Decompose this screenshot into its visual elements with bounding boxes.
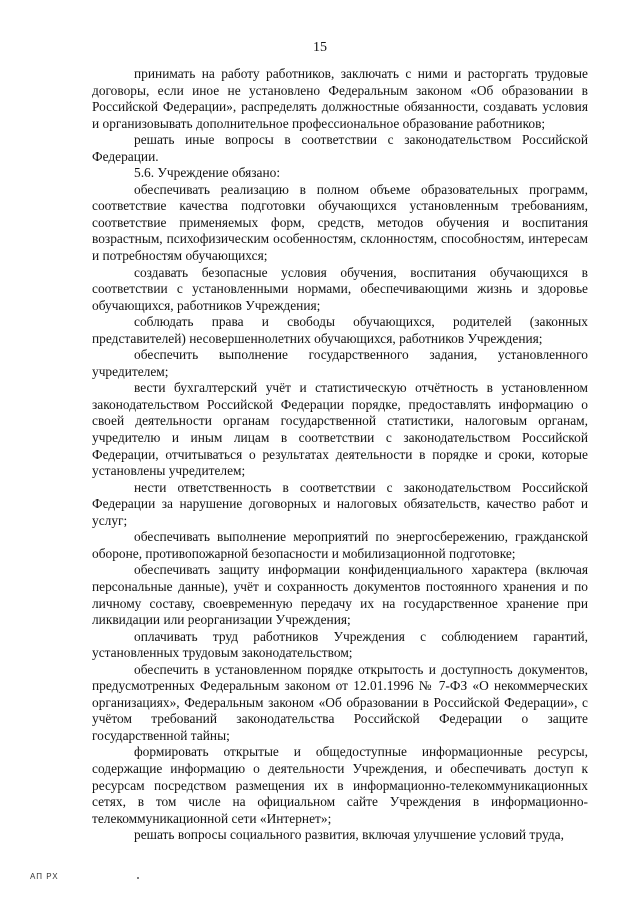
- paragraph-state-assignment: обеспечить выполнение государственного задания, установленного учредителем;: [92, 347, 588, 379]
- paragraph-document-openness: обеспечить в установленном порядке открытость и доступность документов, предусмотренных Федеральным законом от 12.01.1996 № 7-ФЗ «О некоммерческих организациях», Федеральным законом «Об образовании в Российской Федерации», с учётом требований законодательства Российской Федерации о защите государственной тайны;: [92, 661, 588, 743]
- paragraph-responsibility: нести ответственность в соответствии с законодательством Российской Федерации за нарушение договорных и налоговых обязательств, качество работ и услуг;: [92, 479, 588, 528]
- paragraph-education-programs: обеспечивать реализацию в полном объеме образовательных программ, соответствие качества подготовки обучающихся установленным требованиям, соответствие применяемых форм, средств, методов обучения и воспитания возрастным, психофизическим особенностям, склонностям, способностям, интересам и потребностям обучающихся;: [92, 181, 588, 264]
- paragraph-accounting: вести бухгалтерский учёт и статистическую отчётность в установленном законодательством Российской Федерации порядке, предоставлять информацию о своей деятельности органам государственной статистики, налоговым органам, учредителю и иным лицам в соответствии с законодательством Российской Федерации, отчитываться о результатах деятельности в порядке и сроки, которые установлены учредителем;: [92, 380, 588, 479]
- page-number: 15: [313, 40, 327, 55]
- paragraph-safe-conditions: создавать безопасные условия обучения, воспитания обучающихся в соответствии с установленными нормами, обеспечивающими жизнь и здоровье обучающихся, работников Учреждения;: [92, 264, 588, 313]
- paragraph-energy-defense: обеспечивать выполнение мероприятий по энергосбережению, гражданской обороне, противопожарной безопасности и мобилизационной подготовке;: [92, 529, 588, 561]
- paragraph-data-protection: обеспечивать защиту информации конфиденциального характера (включая персональные данные), учёт и сохранность документов постоянного хранения и по личному составу, своевременную передачу их на государственное хранение при ликвидации или реорганизации Учреждения;: [92, 562, 588, 628]
- paragraph-information-resources: формировать открытые и общедоступные информационные ресурсы, содержащие информацию о деятельности Учреждения, и обеспечивать доступ к ресурсам посредством размещения их в информационно-телекоммуникационных сетях, в том числе на официальном сайте Учреждения в информационно-телекоммуникационной сети «Интернет»;: [92, 744, 588, 826]
- footer-code: АП РХ: [30, 872, 59, 881]
- paragraph-rights-freedoms: соблюдать права и свободы обучающихся, родителей (законных представителей) несовершеннолетних обучающихся, работников Учреждения;: [92, 314, 588, 346]
- section-heading-5-6: 5.6. Учреждение обязано:: [134, 165, 281, 181]
- paragraph-other-questions: решать иные вопросы в соответствии с законодательством Российской Федерации.: [92, 132, 588, 164]
- scan-speck: [137, 877, 139, 879]
- paragraph-hiring-rights: принимать на работу работников, заключать с ними и расторгать трудовые договоры, если иное не установлено Федеральным законом «Об образовании в Российской Федерации», распределять должностные обязанности, создавать условия и организовывать дополнительное профессиональное образование работников;: [92, 66, 588, 131]
- document-body: [92, 66, 588, 844]
- paragraph-social-development: решать вопросы социального развития, включая улучшение условий труда,: [134, 827, 564, 843]
- paragraph-labor-pay: оплачивать труд работников Учреждения с соблюдением гарантий, установленных трудовым законодательством;: [92, 628, 588, 661]
